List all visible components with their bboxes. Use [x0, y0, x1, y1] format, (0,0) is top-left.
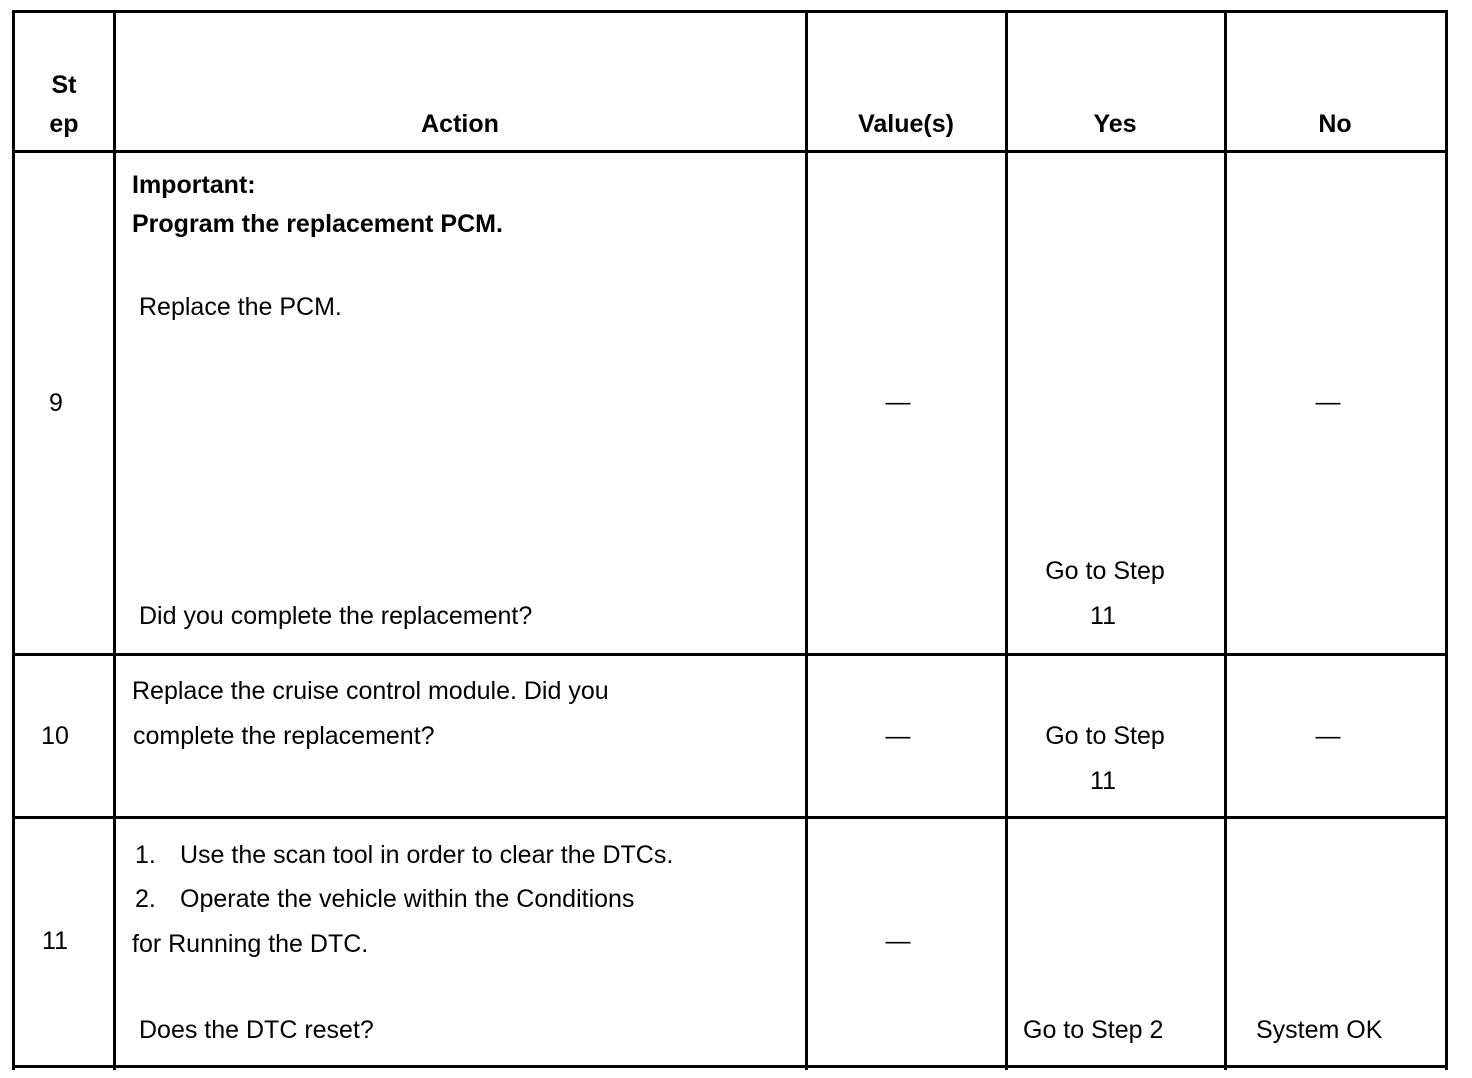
- important-label: Important:: [132, 171, 256, 199]
- row-divider: [12, 653, 1448, 656]
- no-dash: —: [1315, 722, 1341, 750]
- header-step-line1: St: [51, 71, 77, 99]
- header-action: Action: [421, 110, 499, 138]
- question-text: Did you complete the replacement?: [139, 602, 533, 630]
- column-divider: [805, 10, 808, 1070]
- table-border-bottom: [12, 1065, 1448, 1068]
- list-item-text: Use the scan tool in order to clear the DTCs.: [180, 841, 674, 869]
- list-item-number: 2.: [135, 885, 156, 913]
- instruction-text: Replace the PCM.: [139, 293, 342, 321]
- header-yes: Yes: [1093, 110, 1137, 138]
- value-dash: —: [885, 388, 911, 416]
- action-text-line2: complete the replacement?: [133, 722, 435, 750]
- step-number: 11: [42, 927, 68, 955]
- column-divider: [1224, 10, 1227, 1070]
- yes-step-number: 11: [1090, 602, 1116, 630]
- important-text: Program the replacement PCM.: [132, 210, 503, 238]
- no-result: System OK: [1256, 1016, 1383, 1044]
- header-no: No: [1318, 110, 1352, 138]
- column-divider: [113, 10, 116, 1070]
- table-border-left: [12, 10, 15, 1070]
- action-text-line1: Replace the cruise control module. Did you: [132, 677, 609, 705]
- header-step-line2: ep: [49, 110, 79, 138]
- list-item-number: 1.: [135, 841, 156, 869]
- table-border-top: [12, 10, 1448, 13]
- diagnostic-table: [12, 10, 1448, 1070]
- yes-step-label: Go to Step: [1045, 557, 1165, 585]
- no-dash: —: [1315, 388, 1341, 416]
- list-continuation: for Running the DTC.: [132, 930, 369, 958]
- step-number: 10: [41, 722, 69, 750]
- step-number: 9: [49, 389, 63, 417]
- header-values: Value(s): [858, 110, 954, 138]
- column-divider: [1005, 10, 1008, 1070]
- yes-step-number: 11: [1090, 767, 1116, 795]
- yes-step-label: Go to Step: [1045, 722, 1165, 750]
- list-item-text: Operate the vehicle within the Conditions: [180, 885, 635, 913]
- header-divider: [12, 150, 1448, 153]
- question-text: Does the DTC reset?: [139, 1016, 374, 1044]
- yes-step-label: Go to Step 2: [1023, 1016, 1164, 1044]
- table-border-right: [1445, 10, 1448, 1070]
- row-divider: [12, 816, 1448, 819]
- value-dash: —: [885, 722, 911, 750]
- value-dash: —: [885, 927, 911, 955]
